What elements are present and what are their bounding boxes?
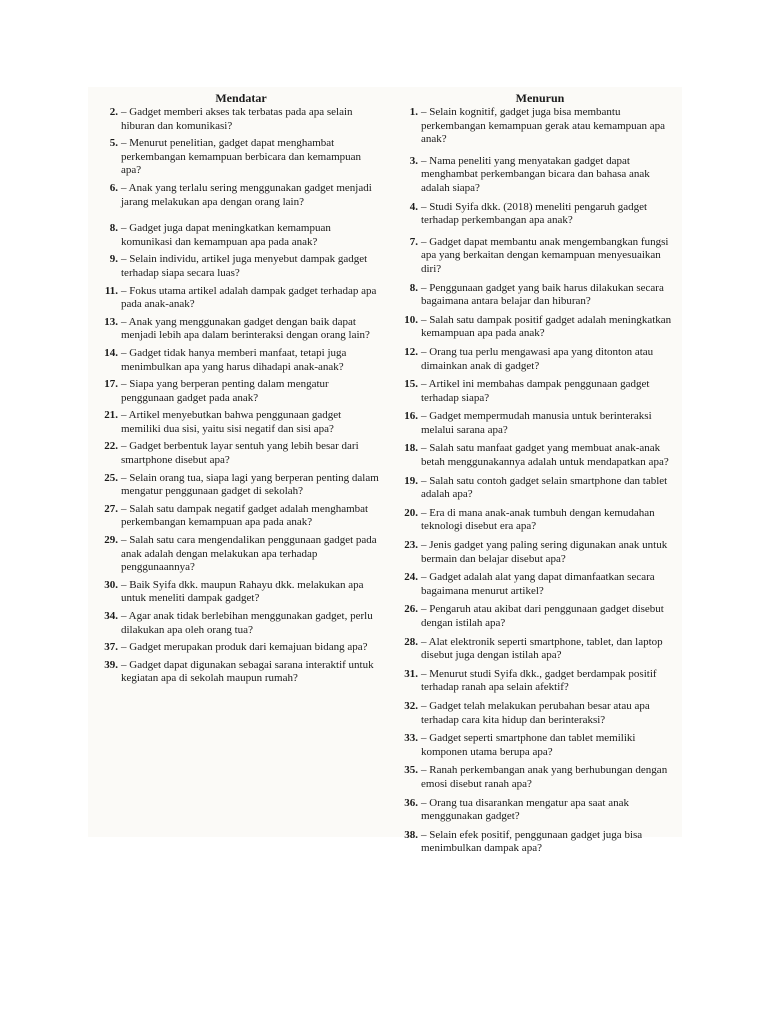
clue-item bbox=[402, 507, 678, 534]
clue-text: – Gadget dapat membantu anak mengembangkan fungsi apa yang berkaitan dengan kemampuan menyesuaikan diri? bbox=[421, 235, 669, 275]
clue-number: 23. bbox=[404, 539, 418, 552]
clue-text: – Salah satu contoh gadget selain smartphone dan tablet adalah apa? bbox=[421, 474, 668, 501]
clue-number: 7. bbox=[409, 235, 418, 248]
clue-number: 38. bbox=[404, 828, 418, 841]
clue-text: – Gadget dapat digunakan sebagai sarana interaktif untuk kegiatan apa di sekolah maupun rumah? bbox=[121, 658, 374, 685]
clue-number: 2. bbox=[109, 106, 118, 118]
clue-item bbox=[102, 347, 380, 374]
clue-item bbox=[102, 579, 380, 606]
clue-text: – Artikel ini membahas dampak penggunaan gadget terhadap siapa? bbox=[421, 378, 650, 404]
clue-text: – Gadget adalah alat yang dapat dimanfaatkan secara bagaimana menurut artikel? bbox=[421, 571, 655, 597]
document-page bbox=[88, 87, 682, 855]
clue-item bbox=[102, 440, 380, 467]
clue-number: 25. bbox=[104, 471, 118, 484]
clue-text: – Salah satu dampak positif gadget adalah meningkatkan kemampuan apa pada anak? bbox=[421, 313, 672, 340]
clue-item bbox=[402, 410, 678, 437]
clue-number: 19. bbox=[404, 474, 418, 487]
clue-item bbox=[402, 797, 678, 824]
clue-number: 12. bbox=[404, 345, 418, 358]
clue-number: 8. bbox=[409, 281, 418, 294]
clue-item bbox=[102, 503, 380, 530]
clue-text: – Jenis gadget yang paling sering digunakan anak untuk bermain dan belajar disebut apa? bbox=[421, 539, 668, 565]
clue-item bbox=[402, 571, 678, 598]
clue-item bbox=[402, 314, 678, 341]
clue-number: 22. bbox=[104, 440, 118, 453]
clue-text: – Gadget juga dapat meningkatkan kemampuan komunikasi dan kemampuan apa pada anak? bbox=[121, 222, 331, 248]
clue-item bbox=[102, 106, 380, 133]
clue-text: – Baik Syifa dkk. maupun Rahayu dkk. melakukan apa untuk meneliti dampak gadget? bbox=[121, 578, 364, 605]
clue-item bbox=[102, 641, 380, 655]
clue-item bbox=[102, 409, 380, 436]
clue-text: – Anak yang terlalu sering menggunakan gadget menjadi jarang melakukan apa dengan orang lain? bbox=[121, 181, 372, 208]
clue-item bbox=[402, 282, 678, 309]
clue-item bbox=[102, 472, 380, 499]
mendatar-column bbox=[102, 91, 380, 686]
clue-number: 24. bbox=[404, 571, 418, 584]
clue-number: 14. bbox=[104, 346, 118, 359]
clue-text: – Orang tua perlu mengawasi apa yang ditonton atau dimainkan anak di gadget? bbox=[421, 345, 654, 372]
clue-item bbox=[402, 442, 678, 469]
clue-text: – Salah satu cara mengendalikan penggunaan gadget pada anak adalah dengan melakukan apa terhadap penggunaannya? bbox=[121, 534, 377, 574]
clue-text: – Gadget mempermudah manusia untuk berinteraksi melalui sarana apa? bbox=[421, 410, 652, 436]
clue-text: – Gadget berbentuk layar sentuh yang lebih besar dari smartphone disebut apa? bbox=[121, 440, 359, 467]
clue-number: 4. bbox=[409, 200, 418, 213]
clue-item bbox=[402, 106, 678, 147]
clue-item bbox=[102, 534, 380, 575]
clue-item bbox=[402, 732, 678, 759]
mendatar-clue-list bbox=[102, 106, 380, 686]
clue-item bbox=[402, 829, 678, 856]
clue-number: 17. bbox=[104, 378, 118, 391]
clue-text: – Selain efek positif, penggunaan gadget juga bisa menimbulkan dampak apa? bbox=[421, 828, 643, 855]
clue-number: 31. bbox=[404, 667, 418, 680]
clue-item bbox=[102, 316, 380, 343]
clue-text: – Salah satu dampak negatif gadget adalah menghambat perkembangan kemampuan apa pada anak? bbox=[121, 502, 369, 529]
clue-text: – Selain individu, artikel juga menyebut dampak gadget terhadap siapa secara luas? bbox=[121, 253, 368, 279]
clue-item bbox=[402, 378, 678, 405]
clue-number: 35. bbox=[404, 764, 418, 777]
clue-number: 3. bbox=[409, 154, 418, 167]
clue-item bbox=[402, 346, 678, 373]
clue-item bbox=[402, 475, 678, 502]
clue-item bbox=[402, 201, 678, 228]
clue-number: 29. bbox=[104, 534, 118, 547]
clue-text: – Salah satu manfaat gadget yang membuat anak-anak betah menggunakannya adalah untuk mendapatkan apa? bbox=[421, 442, 669, 469]
clue-item bbox=[102, 285, 380, 312]
clue-number: 8. bbox=[109, 222, 118, 235]
clue-number: 5. bbox=[109, 137, 118, 150]
clue-number: 26. bbox=[404, 603, 418, 616]
clue-text: – Gadget seperti smartphone dan tablet memiliki komponen utama berupa apa? bbox=[421, 732, 636, 758]
clue-text: – Anak yang menggunakan gadget dengan baik dapat menjadi lebih apa dalam berinteraksi dengan orang lain? bbox=[121, 315, 370, 342]
clue-text: – Selain kognitif, gadget juga bisa membantu perkembangan kemampuan gerak atau kemampuan apa anak? bbox=[421, 106, 666, 146]
clue-item bbox=[402, 236, 678, 277]
clue-number: 39. bbox=[104, 658, 118, 671]
menurun-heading: Menurun bbox=[515, 91, 565, 105]
clue-item bbox=[102, 659, 380, 686]
clue-text: – Alat elektronik seperti smartphone, tablet, dan laptop disebut juga dengan istilah apa? bbox=[421, 635, 663, 662]
menurun-column bbox=[402, 91, 678, 856]
clue-item bbox=[102, 182, 380, 209]
clue-text: – Gadget merupakan produk dari kemajuan bidang apa? bbox=[121, 641, 368, 654]
clue-text: – Pengaruh atau akibat dari penggunaan gadget disebut dengan istilah apa? bbox=[421, 603, 664, 629]
clue-number: 33. bbox=[404, 732, 418, 745]
clue-text: – Orang tua disarankan mengatur apa saat anak menggunakan gadget? bbox=[421, 796, 629, 823]
clue-item bbox=[102, 378, 380, 405]
clue-text: – Studi Syifa dkk. (2018) meneliti pengaruh gadget terhadap perkembangan apa anak? bbox=[421, 200, 648, 227]
clue-number: 27. bbox=[104, 502, 118, 515]
clue-text: – Nama peneliti yang menyatakan gadget dapat menghambat perkembangan bicara dan bahasa anak adalah siapa? bbox=[421, 154, 650, 194]
mendatar-heading: Mendatar bbox=[215, 91, 267, 105]
clue-text: – Gadget memberi akses tak terbatas pada apa selain hiburan dan komunikasi? bbox=[121, 106, 353, 132]
clue-item bbox=[102, 610, 380, 637]
clue-number: 11. bbox=[104, 284, 118, 297]
clue-number: 37. bbox=[104, 641, 118, 654]
clue-item bbox=[402, 668, 678, 695]
clue-number: 9. bbox=[109, 253, 118, 266]
clue-text: – Siapa yang berperan penting dalam mengatur penggunaan gadget pada anak? bbox=[121, 378, 329, 404]
clue-number: 18. bbox=[404, 442, 418, 455]
clue-number: 1. bbox=[409, 106, 418, 118]
clue-number: 10. bbox=[404, 313, 418, 326]
clue-text: – Menurut penelitian, gadget dapat menghambat perkembangan kemampuan berbicara dan kemampuan apa? bbox=[121, 137, 362, 177]
clue-item bbox=[102, 137, 380, 178]
clue-number: 6. bbox=[109, 181, 118, 194]
clue-item bbox=[402, 603, 678, 630]
clue-item bbox=[402, 636, 678, 663]
clue-number: 20. bbox=[404, 506, 418, 519]
clue-text: – Era di mana anak-anak tumbuh dengan kemudahan teknologi disebut era apa? bbox=[421, 506, 655, 533]
clue-number: 30. bbox=[104, 578, 118, 591]
clue-number: 15. bbox=[404, 378, 418, 391]
clue-number: 13. bbox=[104, 315, 118, 328]
clue-text: – Selain orang tua, siapa lagi yang berperan penting dalam mengatur penggunaan gadget di sekolah? bbox=[121, 471, 379, 498]
clue-text: – Gadget tidak hanya memberi manfaat, tetapi juga menimbulkan apa yang harus dihadapi anak-anak? bbox=[121, 346, 347, 373]
clue-text: – Gadget telah melakukan perubahan besar atau apa terhadap cara kita hidup dan berinteraksi? bbox=[421, 699, 650, 726]
clue-text: – Penggunaan gadget yang baik harus dilakukan secara bagaimana antara belajar dan hiburan? bbox=[421, 281, 664, 308]
clue-text: – Agar anak tidak berlebihan menggunakan gadget, perlu dilakukan apa oleh orang tua? bbox=[121, 610, 373, 636]
clue-number: 34. bbox=[104, 610, 118, 622]
clue-text: – Ranah perkembangan anak yang berhubungan dengan emosi disebut ranah apa? bbox=[421, 764, 668, 790]
clue-item bbox=[402, 764, 678, 791]
clue-text: – Fokus utama artikel adalah dampak gadget terhadap apa pada anak-anak? bbox=[121, 284, 377, 311]
menurun-clue-list bbox=[402, 106, 678, 856]
clue-item bbox=[102, 253, 380, 280]
clue-number: 28. bbox=[404, 635, 418, 648]
clue-item bbox=[402, 700, 678, 727]
clue-number: 32. bbox=[404, 699, 418, 712]
clue-text: – Artikel menyebutkan bahwa penggunaan gadget memiliki dua sisi, yaitu sisi negatif dan sisi apa? bbox=[121, 409, 342, 435]
clue-item bbox=[402, 155, 678, 196]
clue-number: 36. bbox=[404, 796, 418, 809]
clue-number: 16. bbox=[404, 410, 418, 423]
clue-text: – Menurut studi Syifa dkk., gadget berdampak positif terhadap ranah apa selain afektif? bbox=[421, 667, 657, 694]
clue-number: 21. bbox=[104, 409, 118, 422]
clue-item bbox=[402, 539, 678, 566]
clue-item bbox=[102, 222, 380, 249]
